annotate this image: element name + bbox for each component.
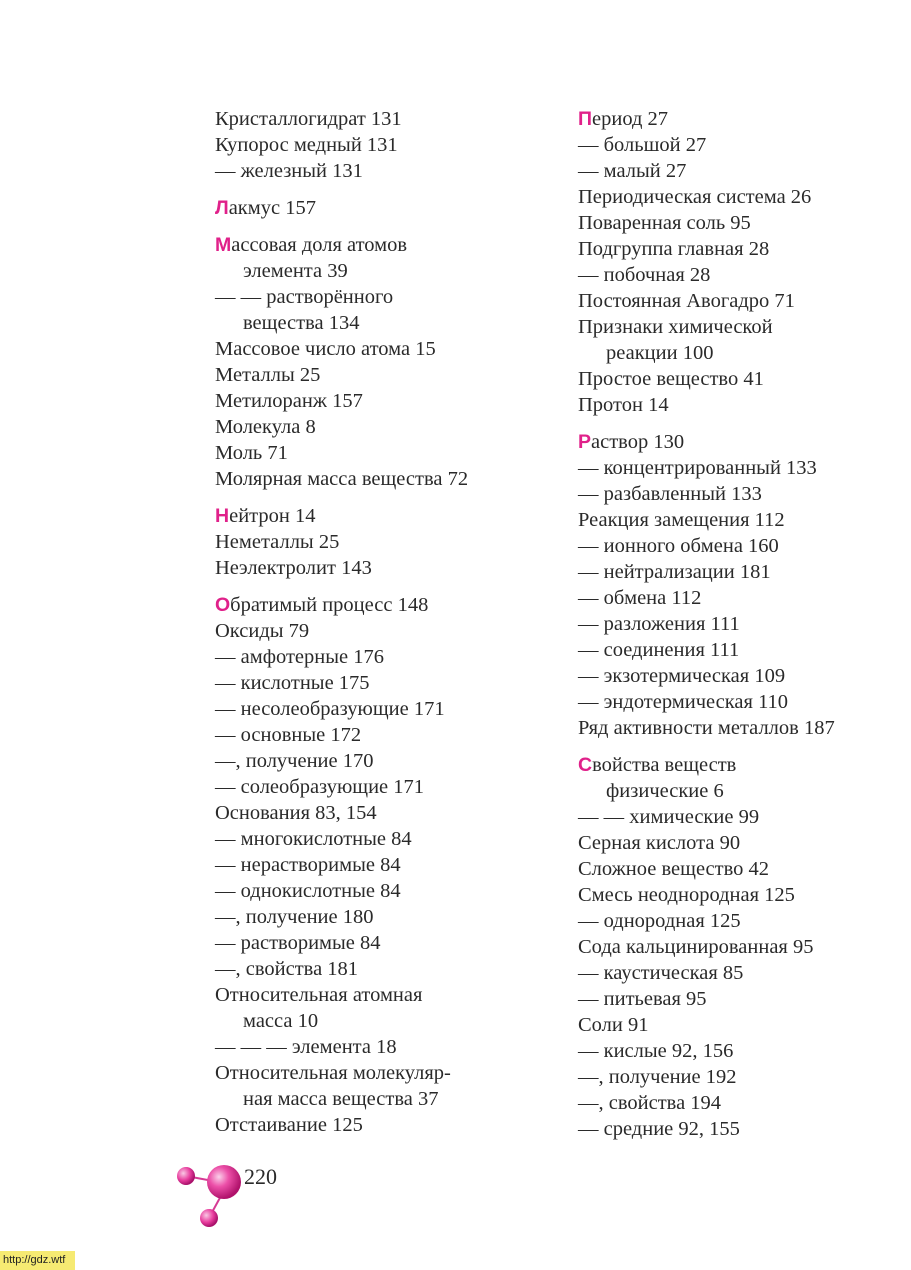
- index-entry: [578, 106, 908, 132]
- index-entry: [578, 1064, 908, 1090]
- index-entry: [578, 158, 908, 184]
- index-entry: [578, 559, 908, 585]
- index-entry-text: Метилоранж 157: [215, 390, 363, 412]
- index-entry: [215, 388, 545, 414]
- index-entry: [578, 314, 908, 366]
- index-entry-text: Купорос медный 131: [215, 134, 398, 156]
- index-entry: [215, 930, 545, 956]
- index-entry: [215, 440, 545, 466]
- index-entry-text: Массовое число атома 15: [215, 338, 436, 360]
- index-entry-text: — разложения 111: [578, 613, 740, 635]
- index-entry: [578, 1116, 908, 1142]
- index-entry: [215, 800, 545, 826]
- index-entry-text: — нерастворимые 84: [215, 854, 401, 876]
- index-entry-text: — многокислотные 84: [215, 828, 412, 850]
- index-entry: [578, 856, 908, 882]
- index-entry: [215, 722, 545, 748]
- index-entry-text: — концентрированный 133: [578, 457, 817, 479]
- index-entry-text: — — растворённого вещества 134: [215, 286, 394, 334]
- index-entry: [215, 106, 545, 132]
- index-entry-text: ассовая доля атомов элемента 39: [231, 234, 408, 282]
- index-entry-text: Протон 14: [578, 394, 669, 416]
- index-entry-text: — обмена 112: [578, 587, 702, 609]
- section-initial-letter: Л: [215, 197, 229, 219]
- index-entry: [215, 592, 545, 618]
- index-entry: [578, 663, 908, 689]
- index-entry: [578, 429, 908, 455]
- index-entry: [578, 960, 908, 986]
- index-letter-group: [215, 232, 545, 492]
- index-entry-text: Признаки химической реакции 100: [578, 316, 773, 364]
- index-entry-text: — большой 27: [578, 134, 707, 156]
- index-entry: [215, 1034, 545, 1060]
- index-entry: [215, 555, 545, 581]
- section-initial-letter: П: [578, 108, 593, 130]
- index-entry: [215, 503, 545, 529]
- index-entry-text: Подгруппа главная 28: [578, 238, 770, 260]
- index-entry: [215, 852, 545, 878]
- index-entry-text: Сложное вещество 42: [578, 858, 770, 880]
- section-initial-letter: С: [578, 754, 593, 776]
- index-entry: [215, 362, 545, 388]
- index-entry-text: Сода кальцинированная 95: [578, 936, 814, 958]
- index-letter-group: [578, 106, 908, 418]
- index-entry-text: Металлы 25: [215, 364, 321, 386]
- index-entry: [578, 392, 908, 418]
- index-entry-text: — разбавленный 133: [578, 483, 762, 505]
- section-initial-letter: О: [215, 594, 231, 616]
- index-entry-text: —, свойства 181: [215, 958, 359, 980]
- index-entry-text: — кислотные 175: [215, 672, 370, 694]
- index-entry-text: — экзотермическая 109: [578, 665, 786, 687]
- index-entry-text: — питьевая 95: [578, 988, 707, 1010]
- index-entry: [215, 336, 545, 362]
- index-entry: [578, 184, 908, 210]
- index-entry: [578, 210, 908, 236]
- index-entry-text: —, получение 170: [215, 750, 374, 772]
- index-entry-text: — растворимые 84: [215, 932, 381, 954]
- index-entry: [215, 195, 545, 221]
- index-entry-text: Реакция замещения 112: [578, 509, 785, 531]
- index-entry-text: Относительная молекуляр- ная масса вещества 37: [215, 1062, 451, 1110]
- index-entry: [215, 696, 545, 722]
- index-entry: [215, 232, 545, 284]
- section-initial-letter: Р: [578, 431, 592, 453]
- index-entry-text: Постоянная Авогадро 71: [578, 290, 795, 312]
- index-column-left: [215, 106, 545, 1149]
- index-letter-group: [215, 503, 545, 581]
- index-entry-text: — нейтрализации 181: [578, 561, 771, 583]
- index-entry: [578, 236, 908, 262]
- index-entry: [215, 618, 545, 644]
- index-entry-text: — соединения 111: [578, 639, 740, 661]
- index-entry-text: Основания 83, 154: [215, 802, 377, 824]
- index-entry-text: — эндотермическая 110: [578, 691, 789, 713]
- index-entry: [578, 934, 908, 960]
- index-entry-text: — солеобразующие 171: [215, 776, 425, 798]
- index-entry-text: аствор 130: [591, 431, 685, 453]
- index-entry-text: Поваренная соль 95: [578, 212, 751, 234]
- index-entry: [578, 455, 908, 481]
- index-entry-text: — ионного обмена 160: [578, 535, 779, 557]
- index-entry: [215, 644, 545, 670]
- index-entry-text: —, получение 192: [578, 1066, 737, 1088]
- index-entry: [578, 908, 908, 934]
- index-entry: [215, 158, 545, 184]
- index-entry-text: братимый процесс 148: [230, 594, 429, 616]
- index-entry: [578, 804, 908, 830]
- index-entry-text: Смесь неоднородная 125: [578, 884, 795, 906]
- index-entry-text: —, свойства 194: [578, 1092, 722, 1114]
- index-entry-text: войства веществ физические 6: [592, 754, 737, 802]
- index-entry: [578, 585, 908, 611]
- index-entry-text: —, получение 180: [215, 906, 374, 928]
- index-entry: [578, 689, 908, 715]
- index-entry: [578, 132, 908, 158]
- index-entry-text: Кристаллогидрат 131: [215, 108, 402, 130]
- page-number: 220: [244, 1164, 277, 1189]
- index-entry: [578, 882, 908, 908]
- index-entry-text: Молярная масса вещества 72: [215, 468, 469, 490]
- index-entry-text: — железный 131: [215, 160, 363, 182]
- index-entry: [215, 878, 545, 904]
- index-entry: [578, 1038, 908, 1064]
- index-entry: [578, 611, 908, 637]
- index-entry: [215, 982, 545, 1034]
- index-letter-group: [578, 752, 908, 1142]
- index-entry-text: Серная кислота 90: [578, 832, 741, 854]
- index-entry-text: Отстаивание 125: [215, 1114, 363, 1136]
- index-entry-text: ериод 27: [592, 108, 669, 130]
- index-entry: [578, 533, 908, 559]
- index-entry-text: — однородная 125: [578, 910, 741, 932]
- index-entry: [215, 956, 545, 982]
- index-entry: [215, 414, 545, 440]
- index-entry-text: — несолеобразующие 171: [215, 698, 445, 720]
- index-entry: [578, 288, 908, 314]
- index-entry: [578, 481, 908, 507]
- index-letter-group: [578, 429, 908, 741]
- index-entry-text: Простое вещество 41: [578, 368, 764, 390]
- index-entry-text: Периодическая система 26: [578, 186, 812, 208]
- index-entry: [215, 529, 545, 555]
- index-entry-text: — малый 27: [578, 160, 687, 182]
- index-entry: [215, 132, 545, 158]
- index-entry: [578, 507, 908, 533]
- index-entry: [215, 904, 545, 930]
- index-entry-text: ейтрон 14: [229, 505, 316, 527]
- watermark-label: http://gdz.wtf: [0, 1251, 75, 1270]
- index-entry-text: Соли 91: [578, 1014, 649, 1036]
- index-entry: [578, 262, 908, 288]
- index-entry: [578, 715, 908, 741]
- index-entry: [215, 284, 545, 336]
- index-letter-group: [215, 106, 545, 184]
- index-entry-text: — — химические 99: [578, 806, 760, 828]
- index-entry: [215, 1060, 545, 1112]
- section-initial-letter: Н: [215, 505, 230, 527]
- index-entry: [215, 826, 545, 852]
- index-entry-text: — однокислотные 84: [215, 880, 401, 902]
- index-entry-text: — — — элемента 18: [215, 1036, 397, 1058]
- index-entry-text: Оксиды 79: [215, 620, 310, 642]
- index-entry-text: акмус 157: [228, 197, 316, 219]
- index-entry-text: — кислые 92, 156: [578, 1040, 734, 1062]
- index-entry-text: Неэлектролит 143: [215, 557, 372, 579]
- index-entry-text: Моль 71: [215, 442, 288, 464]
- index-entry: [578, 830, 908, 856]
- index-entry-text: — основные 172: [215, 724, 362, 746]
- index-letter-group: [215, 592, 545, 1138]
- index-entry: [578, 1012, 908, 1038]
- index-entry: [578, 366, 908, 392]
- index-entry: [215, 1112, 545, 1138]
- section-initial-letter: М: [215, 234, 232, 256]
- index-entry-text: — каустическая 85: [578, 962, 744, 984]
- index-entry-text: — побочная 28: [578, 264, 711, 286]
- index-column-right: [578, 106, 908, 1153]
- index-entry: [215, 774, 545, 800]
- index-entry: [215, 466, 545, 492]
- index-entry: [215, 670, 545, 696]
- index-entry: [215, 748, 545, 774]
- index-entry-text: — амфотерные 176: [215, 646, 384, 668]
- index-entry-text: Относительная атомная масса 10: [215, 984, 423, 1032]
- index-entry-text: Молекула 8: [215, 416, 316, 438]
- index-entry: [578, 1090, 908, 1116]
- index-entry: [578, 986, 908, 1012]
- index-entry-text: — средние 92, 155: [578, 1118, 740, 1140]
- index-entry: [578, 752, 908, 804]
- index-letter-group: [215, 195, 545, 221]
- index-entry-text: Неметаллы 25: [215, 531, 340, 553]
- index-entry: [578, 637, 908, 663]
- index-entry-text: Ряд активности металлов 187: [578, 717, 835, 739]
